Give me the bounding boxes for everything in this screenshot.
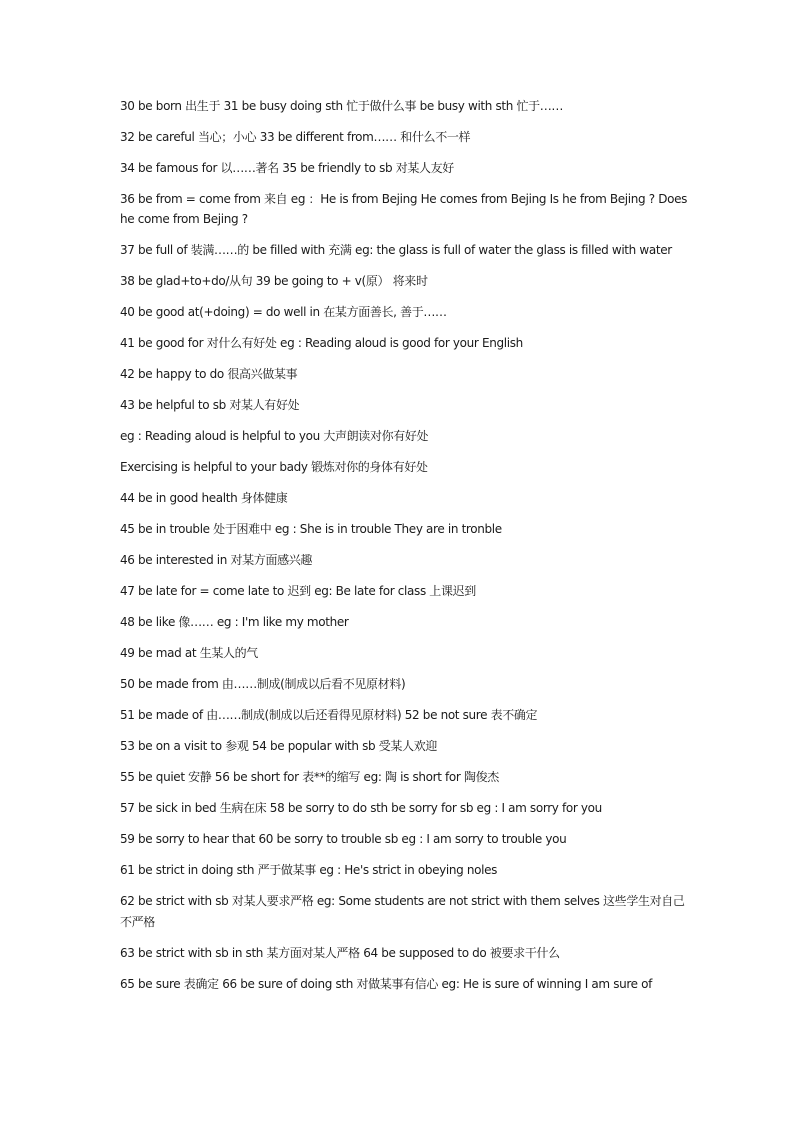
text-line: 46 be interested in 对某方面感兴趣	[120, 553, 313, 568]
text-line: 61 be strict in doing sth 严于做某事 eg : He's strict in obeying noles	[120, 863, 498, 878]
text-line: 62 be strict with sb 对某人要求严格 eg: Some students are not strict with them selves 这些学生对自己不严格	[120, 894, 685, 929]
text-line: 40 be good at(+doing) = do well in 在某方面善长, 善于……	[120, 305, 447, 320]
text-line: 57 be sick in bed 生病在床 58 be sorry to do sth be sorry for sb eg : I am sorry for you	[120, 801, 602, 816]
text-line: 44 be in good health 身体健康	[120, 491, 288, 506]
text-line: 34 be famous for 以……著名 35 be friendly to sb 对某人友好	[120, 161, 454, 175]
text-line: 37 be full of 装满……的 be filled with 充满 eg: the glass is full of water the glass is filled with water	[120, 243, 672, 258]
text-line: Exercising is helpful to your bady 锻炼对你的身体有好处	[120, 460, 428, 475]
text-line: 51 be made of 由……制成(制成以后还看得见原材料) 52 be not sure 表不确定	[120, 708, 538, 723]
text-line: 38 be glad+to+do/从句 39 be going to + v(原） 将来时	[120, 274, 428, 289]
text-line: 50 be made from 由……制成(制成以后看不见原材料)	[120, 677, 406, 692]
text-line: 49 be mad at 生某人的气	[120, 646, 258, 661]
text-line: 42 be happy to do 很高兴做某事	[120, 367, 298, 382]
text-line: 30 be born 出生于 31 be busy doing sth 忙于做什么事 be busy with sth 忙于……	[120, 99, 564, 113]
text-line: 47 be late for = come late to 迟到 eg: Be late for class 上课迟到	[120, 584, 476, 599]
text-line: eg : Reading aloud is helpful to you 大声朗读对你有好处	[120, 429, 429, 444]
text-line: 43 be helpful to sb 对某人有好处	[120, 398, 300, 413]
text-line: 59 be sorry to hear that 60 be sorry to trouble sb eg : I am sorry to trouble you	[120, 832, 567, 847]
document-page	[120, 96, 695, 1005]
text-line: 41 be good for 对什么有好处 eg : Reading aloud is good for your English	[120, 336, 523, 351]
text-line: 48 be like 像…… eg : I'm like my mother	[120, 615, 349, 630]
text-line: 55 be quiet 安静 56 be short for 表**的缩写 eg: 陶 is short for 陶俊杰	[120, 770, 499, 785]
text-line: 32 be careful 当心；小心 33 be different from…… 和什么不一样	[120, 130, 471, 144]
text-line: 53 be on a visit to 参观 54 be popular with sb 受某人欢迎	[120, 739, 438, 754]
text-line: 65 be sure 表确定 66 be sure of doing sth 对做某事有信心 eg: He is sure of winning I am sure of	[120, 976, 653, 991]
text-line: 63 be strict with sb in sth 某方面对某人严格 64 be supposed to do 被要求干什么	[120, 945, 560, 960]
text-line: 36 be from = come from 来自 eg ：He is from Bejing He comes from Bejing Is he from Bejing ? Does he come from Bejing ?	[120, 192, 688, 227]
text-line: 45 be in trouble 处于困难中 eg : She is in trouble They are in tronble	[120, 522, 502, 537]
